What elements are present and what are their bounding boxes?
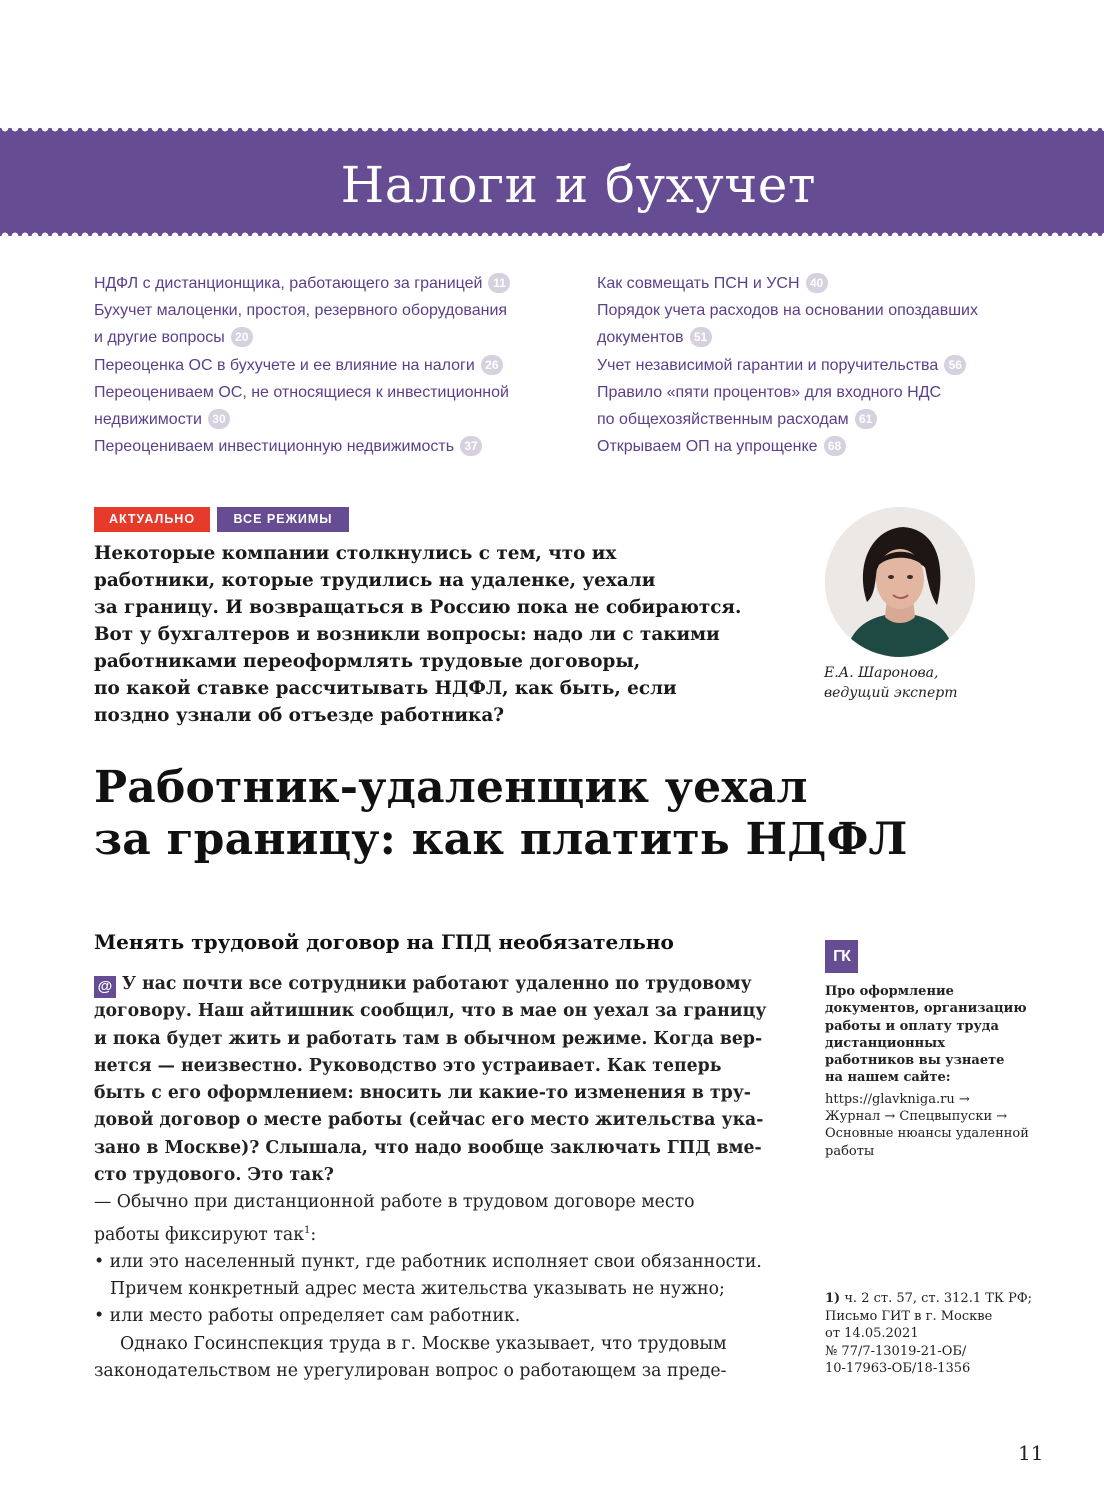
sidebar-link[interactable]: https://glavkniga.ru → — [825, 1091, 970, 1107]
question-at-icon: @ — [94, 976, 116, 998]
toc-page-badge: 51 — [690, 327, 712, 347]
toc-item[interactable] — [597, 433, 1067, 460]
toc-page-badge: 40 — [806, 273, 828, 293]
toc-page-badge: 56 — [944, 355, 966, 375]
toc-item[interactable] — [94, 270, 564, 297]
toc-item-label: Как совмещать ПСН и УСН — [597, 275, 800, 292]
paragraph-line: законодательством не урегулирован вопрос о работающем за преде- — [94, 1360, 727, 1381]
toc-item[interactable] — [597, 297, 1067, 324]
toc-item[interactable] — [94, 406, 564, 433]
question-line: и пока будет жить и работать там в обычном режиме. Когда вер- — [94, 1028, 763, 1049]
toc-page-badge: 11 — [488, 273, 510, 293]
page-number: 11 — [1018, 1441, 1044, 1465]
author-caption — [824, 663, 958, 703]
toc-page-badge: 26 — [481, 355, 503, 375]
author-name: Е.А. Шаронова, — [824, 665, 939, 681]
article-headline — [94, 762, 994, 866]
article-subheading: Менять трудовой договор на ГПД необязательно — [94, 930, 674, 954]
answer-line: работы фиксируют так$^1$: — [94, 1224, 317, 1245]
bullet-item: • или это населенный пункт, где работник исполняет свои обязанности. Причем конкретный адрес места жительства указывать не нужно; — [94, 1251, 762, 1300]
lead-line: работниками переоформлять трудовые договоры, — [94, 651, 641, 672]
footnote-ref: 1 — [304, 1224, 311, 1236]
toc-item[interactable] — [597, 379, 1067, 406]
footnote: 1) ч. 2 ст. 57, ст. 312.1 ТК РФ; Письмо ГИТ в г. Москве от 14.05.2021 № 77/7-13019-21-ОБ/ 10-17963-ОБ/18-1356 — [825, 1291, 1033, 1376]
toc-right — [597, 270, 1067, 460]
toc-item[interactable] — [597, 352, 1067, 379]
article-body — [94, 971, 774, 1385]
toc-item-label: Бухучет малоценки, простоя, резервного оборудования — [94, 302, 508, 320]
toc-page-badge: 37 — [460, 436, 482, 456]
toc-page-badge: 68 — [824, 436, 846, 456]
toc-page-badge: 61 — [855, 409, 877, 429]
question-line: довой договор о месте работы (сейчас его место жительства ука- — [94, 1110, 764, 1131]
toc-item-label: недвижимости — [94, 411, 202, 429]
lead-line: поздно узнали об отъезде работника? — [94, 705, 505, 726]
author-role: ведущий эксперт — [824, 685, 958, 701]
bullet-item: • или место работы определяет сам работник. — [94, 1306, 521, 1327]
question-line: зано в Москве)? Слышала, что надо вообще заключать ГПД вме- — [94, 1137, 762, 1158]
lead-line: Вот у бухгалтеров и возникли вопросы: надо ли с такими — [94, 624, 720, 645]
toc-item-label: Переоцениваем ОС, не относящиеся к инвестиционной — [94, 383, 509, 401]
lead-line: работники, которые трудились на удаленке, уехали — [94, 570, 656, 591]
toc-page-badge: 20 — [231, 327, 253, 347]
toc-item-label: Правило «пяти процентов» для входного НДС — [597, 383, 942, 401]
section-title: Налоги и бухучет — [340, 156, 816, 214]
sidebar-note: Про оформление документов, организацию работы и оплату труда дистанционных работников вы узнаете на нашем сайте: https://glavkniga.ru → Журнал → Спецвыпуски → Основные нюансы удаленной работы — [825, 983, 1045, 1160]
toc-item[interactable] — [94, 379, 564, 406]
lead-paragraph — [94, 540, 794, 729]
toc-item[interactable] — [597, 324, 1067, 351]
toc-item-label: документов — [597, 329, 684, 347]
toc-item-label: Открываем ОП на упрощенке — [597, 438, 818, 456]
toc-item[interactable] — [597, 406, 1067, 433]
toc-item[interactable] — [597, 270, 1067, 297]
lead-line: за границу. И возвращаться в Россию пока не собираются. — [94, 597, 742, 618]
toc-item[interactable] — [94, 352, 564, 379]
author-photo — [825, 507, 975, 657]
question-line: @ У нас почти все сотрудники работают удаленно по трудовому — [94, 971, 774, 998]
tag-all-modes: ВСЕ РЕЖИМЫ — [217, 507, 349, 532]
tag-actual: АКТУАЛЬНО — [94, 507, 210, 532]
glavkniga-logo-icon: ГК — [825, 940, 858, 973]
toc-item[interactable] — [94, 297, 564, 324]
toc-page-badge: 30 — [208, 409, 230, 429]
answer-line: — Обычно при дистанционной работе в трудовом договоре место — [94, 1192, 695, 1213]
toc-item-label: по общехозяйственным расходам — [597, 411, 849, 429]
author-portrait-image — [825, 507, 975, 657]
toc-item-label: и другие вопросы — [94, 329, 225, 347]
headline-line: за границу: как платить НДФЛ — [94, 814, 908, 865]
lead-line: по какой ставке рассчитывать НДФЛ, как быть, если — [94, 678, 677, 699]
question-block — [94, 971, 774, 1189]
toc-item[interactable] — [94, 324, 564, 351]
toc-item[interactable] — [94, 433, 564, 460]
toc-item-label: Порядок учета расходов на основании опоздавших — [597, 302, 978, 320]
question-line: быть с его оформлением: вносить ли какие-то изменения в тру- — [94, 1083, 751, 1104]
question-line: сто трудового. Это так? — [94, 1165, 334, 1186]
headline-line: Работник-удаленщик уехал — [94, 762, 808, 813]
toc-item-label: Учет независимой гарантии и поручительства — [597, 356, 939, 374]
question-line: договору. Наш айтишник сообщил, что в мае он уехал за границу — [94, 1001, 767, 1022]
toc-item-label: НДФЛ с дистанционщика, работающего за границей — [94, 275, 483, 292]
toc-item-label: Переоценка ОС в бухучете и ее влияние на налоги — [94, 356, 475, 374]
question-line: нется — неизвестно. Руководство это устраивает. Как теперь — [94, 1055, 722, 1076]
toc-left — [94, 270, 564, 460]
paragraph-line: Однако Госинспекция труда в г. Москве указывает, что трудовым — [120, 1333, 727, 1354]
lead-line: Некоторые компании столкнулись с тем, что их — [94, 543, 617, 564]
toc-item-label: Переоцениваем инвестиционную недвижимость — [94, 438, 455, 456]
